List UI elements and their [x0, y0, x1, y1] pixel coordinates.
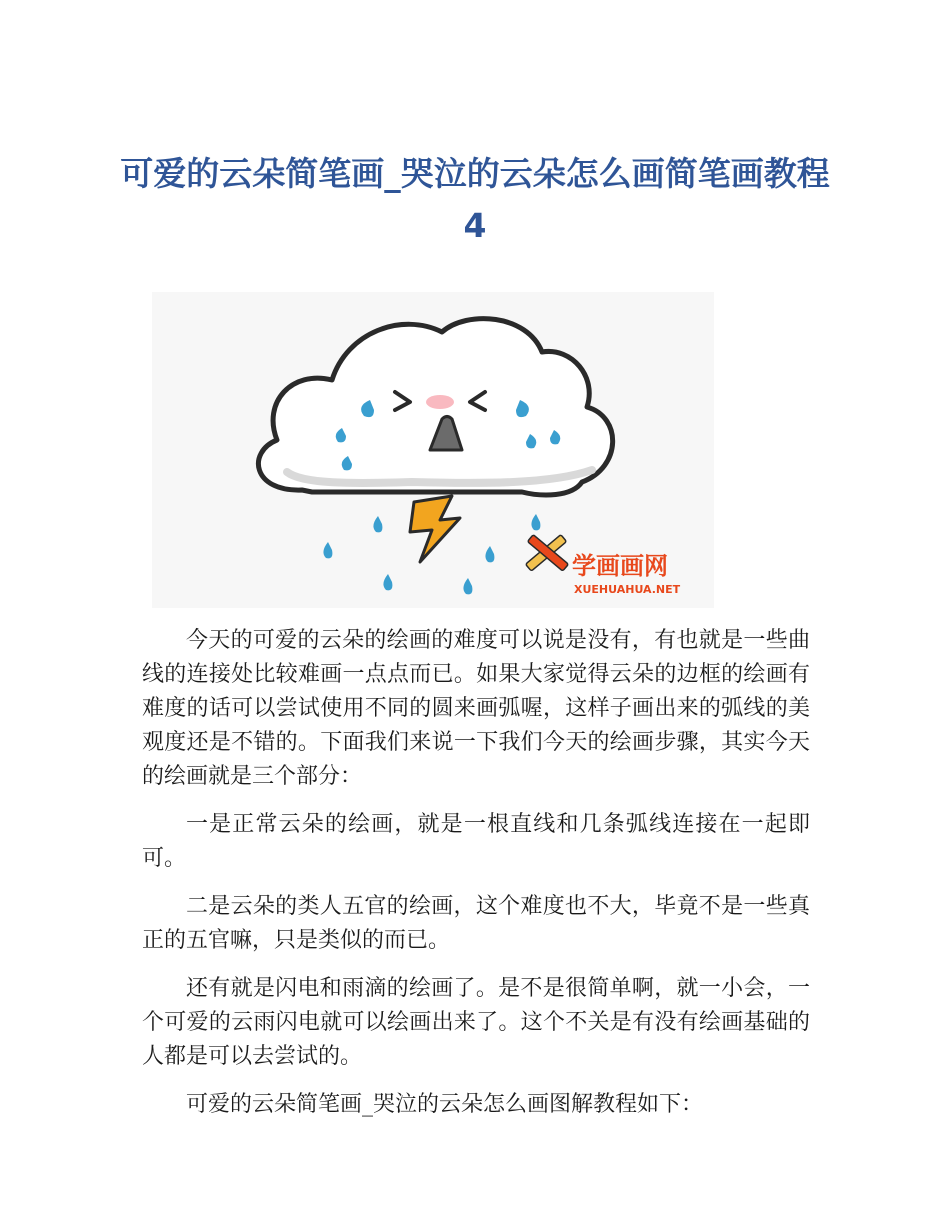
watermark-cn: 学画画网: [572, 551, 668, 580]
article-body: [142, 624, 810, 1136]
pencil-logo-icon: [526, 535, 569, 571]
watermark-en: XUEHUAHUA.NET: [574, 583, 681, 596]
paragraph-step-two: 二是云朵的类人五官的绘画，这个难度也不大，毕竟不是一些真正的五官嘛，只是类似的而已。: [142, 894, 810, 953]
paragraph-tutorial-lead: 可爱的云朵简笔画_哭泣的云朵怎么画图解教程如下：: [186, 1092, 704, 1117]
crying-storm-cloud-illustration: [152, 292, 714, 608]
page-title: 可爱的云朵简笔画_哭泣的云朵怎么画简笔画教程 4: [120, 154, 830, 245]
crying-cloud-figure: [152, 292, 714, 608]
lightning-bolt-icon: [410, 496, 460, 562]
paragraph-step-one: 一是正常云朵的绘画，就是一根直线和几条弧线连接在一起即可。: [142, 812, 810, 871]
blush-mark: [426, 395, 454, 409]
paragraph-step-three: 还有就是闪电和雨滴的绘画了。是不是很简单啊，就一小会，一个可爱的云雨闪电就可以绘画出来了。这个不关是有没有绘画基础的人都是可以去尝试的。: [142, 976, 810, 1069]
paragraph-intro: 今天的可爱的云朵的绘画的难度可以说是没有，有也就是一些曲线的连接处比较难画一点点而已。如果大家觉得云朵的边框的绘画有难度的话可以尝试使用不同的圆来画弧喔，这样子画出来的弧线的美观度还是不错的。下面我们来说一下我们今天的绘画步骤，其实今天的绘画就是三个部分：: [142, 628, 810, 789]
